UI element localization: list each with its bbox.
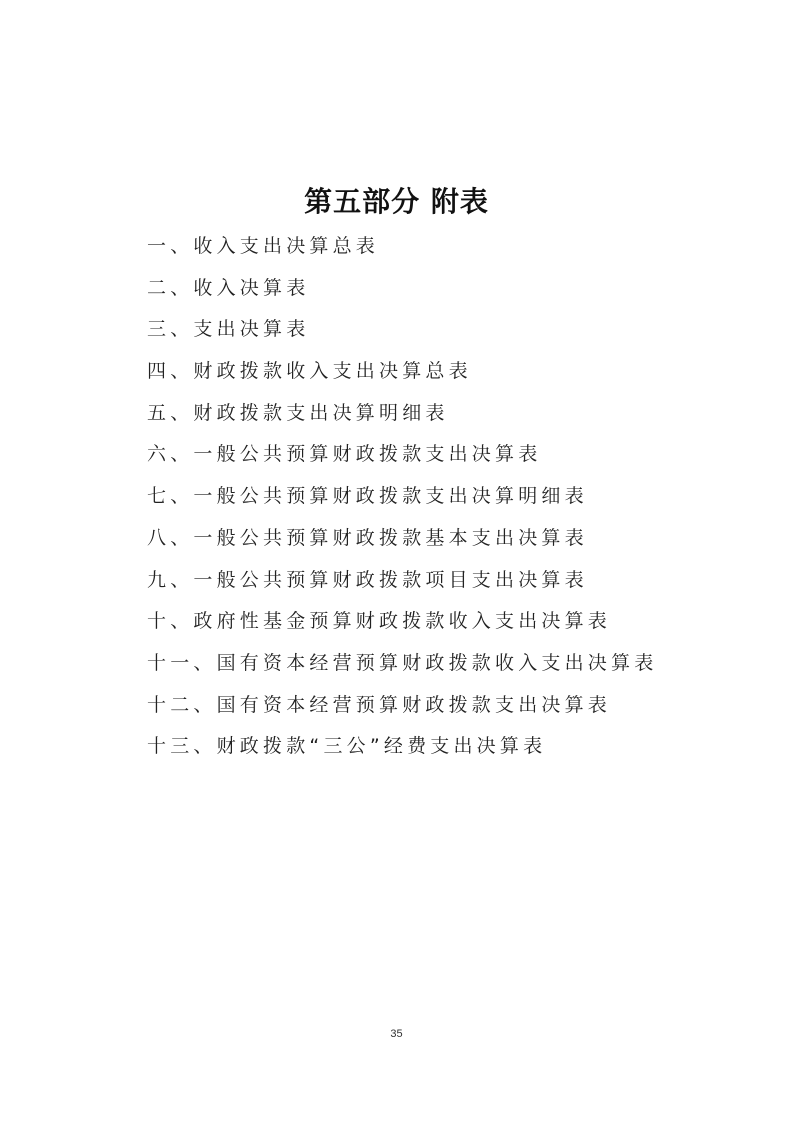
- list-item: 十、政府性基金预算财政拨款收入支出决算表: [147, 610, 612, 633]
- list-item: 三、支出决算表: [147, 318, 310, 341]
- list-item: 七、一般公共预算财政拨款支出决算明细表: [147, 485, 588, 508]
- appendix-table-list: [147, 226, 657, 768]
- list-item: 六、一般公共预算财政拨款支出决算表: [147, 443, 542, 466]
- list-item: 五、财政拨款支出决算明细表: [147, 401, 449, 424]
- list-item: 八、一般公共预算财政拨款基本支出决算表: [147, 526, 588, 549]
- list-item: 一、收入支出决算总表: [147, 235, 380, 257]
- list-item: 二、收入决算表: [147, 276, 310, 299]
- list-item: 十一、国有资本经营预算财政拨款收入支出决算表: [147, 651, 658, 674]
- list-item: 四、财政拨款收入支出决算总表: [147, 360, 472, 383]
- list-item: 十三、财政拨款“三公”经费支出决算表: [147, 735, 547, 758]
- list-item: 九、一般公共预算财政拨款项目支出决算表: [147, 568, 588, 591]
- page-number: 35: [390, 1028, 403, 1040]
- list-item: 十二、国有资本经营预算财政拨款支出决算表: [147, 693, 612, 716]
- page-title: 第五部分 附表: [304, 185, 489, 218]
